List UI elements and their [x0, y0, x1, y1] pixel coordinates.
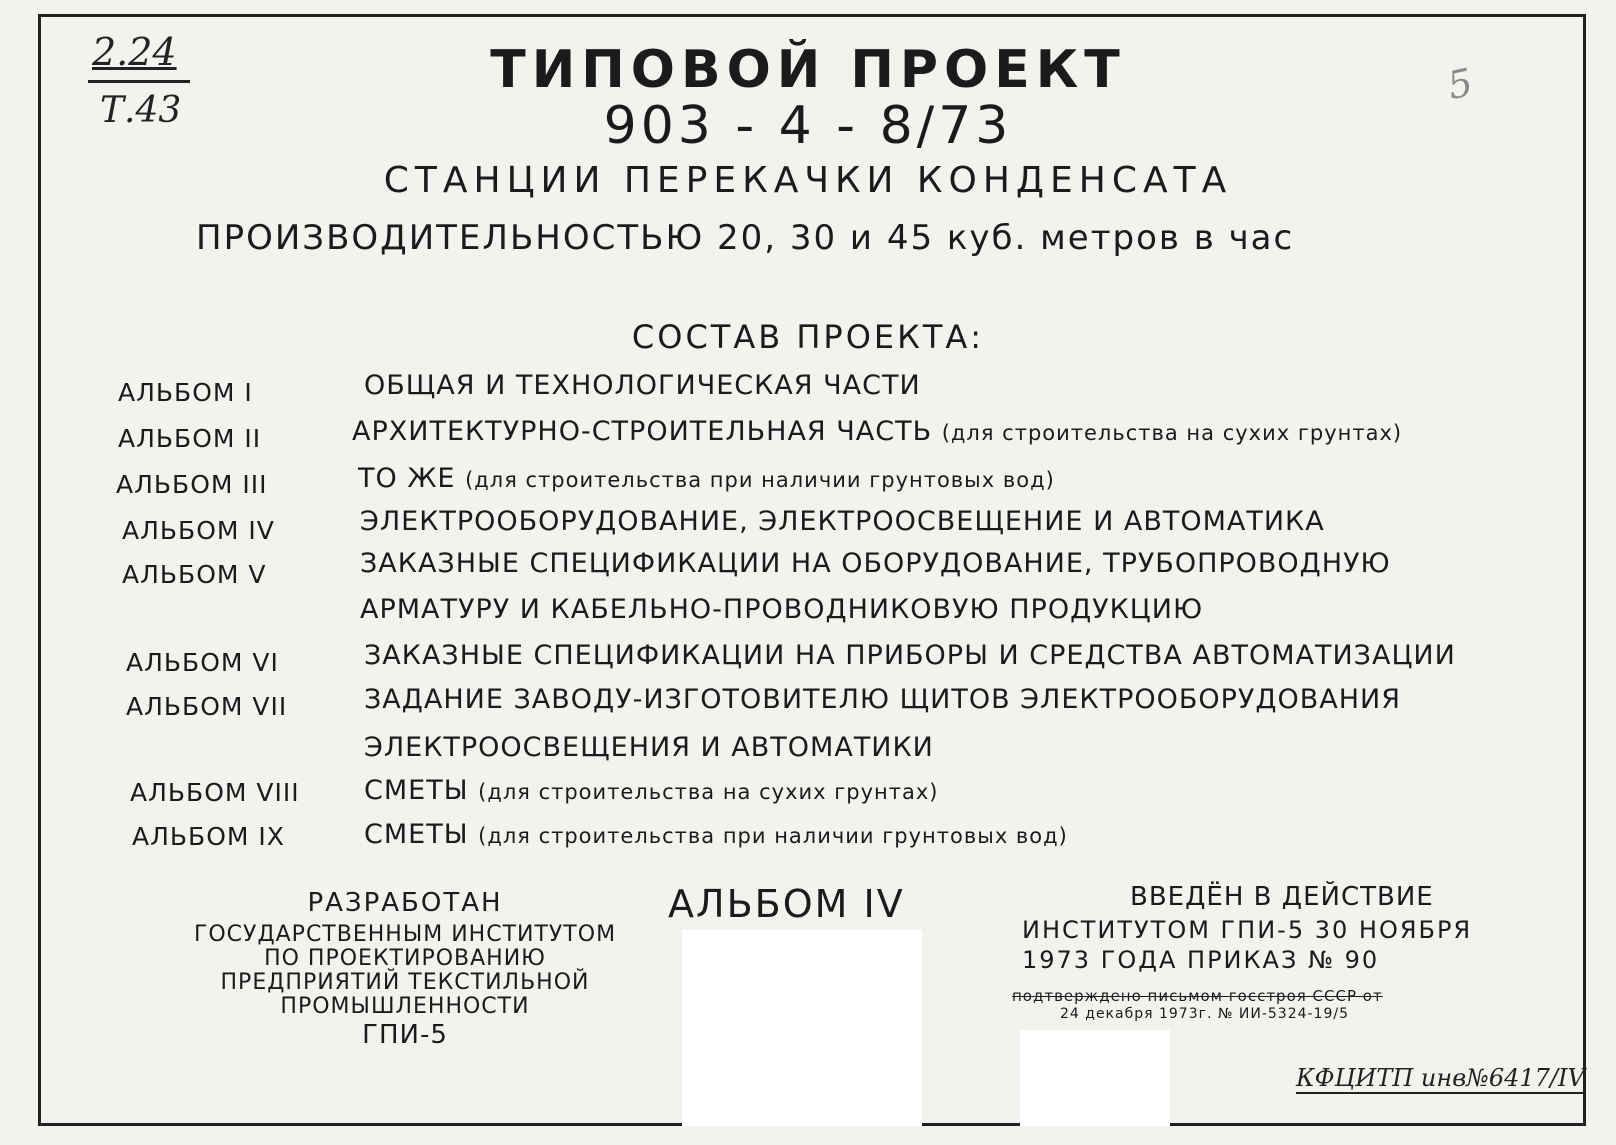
album-label: АЛЬБОМ III [116, 470, 268, 499]
album-title-note: (для строительства при наличии грунтовых вод) [478, 824, 1068, 848]
album-label: АЛЬБОМ V [122, 560, 267, 589]
album-title-continuation: АРМАТУРУ И КАБЕЛЬНО-ПРОВОДНИКОВУЮ ПРОДУКЦИЮ [360, 594, 1204, 625]
album-title: ЗАКАЗНЫЕ СПЕЦИФИКАЦИИ НА ОБОРУДОВАНИЕ, ТРУБОПРОВОДНУЮ [360, 548, 1391, 579]
blank-patch [1020, 1030, 1170, 1126]
album-label: АЛЬБОМ IX [132, 822, 285, 851]
document-title: ТИПОВОЙ ПРОЕКТ [490, 40, 1126, 100]
album-title-continuation: ЭЛЕКТРООСВЕЩЕНИЯ И АВТОМАТИКИ [364, 732, 934, 763]
enactment-line: ИНСТИТУТОМ ГПИ-5 30 НОЯБРЯ [1022, 916, 1473, 944]
album-label: АЛЬБОМ II [118, 424, 262, 453]
developer-line: ПО ПРОЕКТИРОВАНИЮ [264, 946, 546, 971]
album-title [352, 416, 1402, 447]
album-title [364, 819, 1068, 850]
current-album: АЛЬБОМ IV [668, 882, 905, 926]
contents-heading: СОСТАВ ПРОЕКТА: [631, 318, 985, 356]
album-title: ЭЛЕКТРООБОРУДОВАНИЕ, ЭЛЕКТРООСВЕЩЕНИЕ И АВТОМАТИКА [360, 506, 1325, 537]
album-title-main: ТО ЖЕ [358, 463, 456, 494]
album-title-note: (для строительства на сухих грунтах) [478, 780, 939, 804]
album-label: АЛЬБОМ I [118, 378, 253, 407]
project-number: 903 - 4 - 8/73 [603, 96, 1013, 156]
album-title-main: СМЕТЫ [364, 819, 469, 850]
album-title: ОБЩАЯ И ТЕХНОЛОГИЧЕСКАЯ ЧАСТИ [364, 370, 921, 401]
confirmation-line: 24 декабря 1973г. № ИИ-5324-19/5 [1060, 1006, 1349, 1022]
album-title: ЗАДАНИЕ ЗАВОДУ-ИЗГОТОВИТЕЛЮ ЩИТОВ ЭЛЕКТРООБОРУДОВАНИЯ [364, 684, 1401, 715]
capacity-line: ПРОИЗВОДИТЕЛЬНОСТЬЮ 20, 30 и 45 куб. метров в час [196, 218, 1295, 258]
album-title [358, 463, 1055, 494]
album-label: АЛЬБОМ VIII [130, 778, 300, 807]
album-label: АЛЬБОМ VII [126, 692, 288, 721]
developer-line: ПРОМЫШЛЕННОСТИ [280, 994, 530, 1019]
album-title [364, 775, 939, 806]
project-subtitle: СТАНЦИИ ПЕРЕКАЧКИ КОНДЕНСАТА [383, 160, 1233, 201]
developer-heading: РАЗРАБОТАН [307, 888, 503, 918]
album-label: АЛЬБОМ VI [126, 648, 279, 677]
inventory-stamp: КФЦИТП инв№6417/IV [1296, 1064, 1585, 1092]
margin-note-sheet: 2.24 [92, 30, 177, 74]
album-title-note: (для строительства при наличии грунтовых вод) [465, 468, 1055, 492]
developer-org: ГПИ-5 [362, 1020, 448, 1050]
enactment-heading: ВВЕДЁН В ДЕЙСТВИЕ [1130, 882, 1434, 912]
enactment-line: 1973 ГОДА ПРИКАЗ № 90 [1022, 946, 1380, 974]
developer-line: ГОСУДАРСТВЕННЫМ ИНСТИТУТОМ [193, 922, 617, 947]
album-label: АЛЬБОМ IV [122, 516, 275, 545]
blank-patch [682, 930, 922, 1126]
album-title-main: СМЕТЫ [364, 775, 469, 806]
album-title-note: (для строительства на сухих грунтах) [941, 421, 1403, 445]
developer-line: ПРЕДПРИЯТИЙ ТЕКСТИЛЬНОЙ [220, 970, 590, 995]
album-title-main: АРХИТЕКТУРНО-СТРОИТЕЛЬНАЯ ЧАСТЬ [352, 416, 933, 447]
margin-note-volume: Т.43 [100, 90, 182, 131]
confirmation-line: подтверждено письмом госстроя СССР от [1012, 987, 1383, 1005]
album-title: ЗАКАЗНЫЕ СПЕЦИФИКАЦИИ НА ПРИБОРЫ И СРЕДСТВА АВТОМАТИЗАЦИИ [364, 640, 1456, 671]
corner-mark: 5 [1443, 59, 1477, 109]
